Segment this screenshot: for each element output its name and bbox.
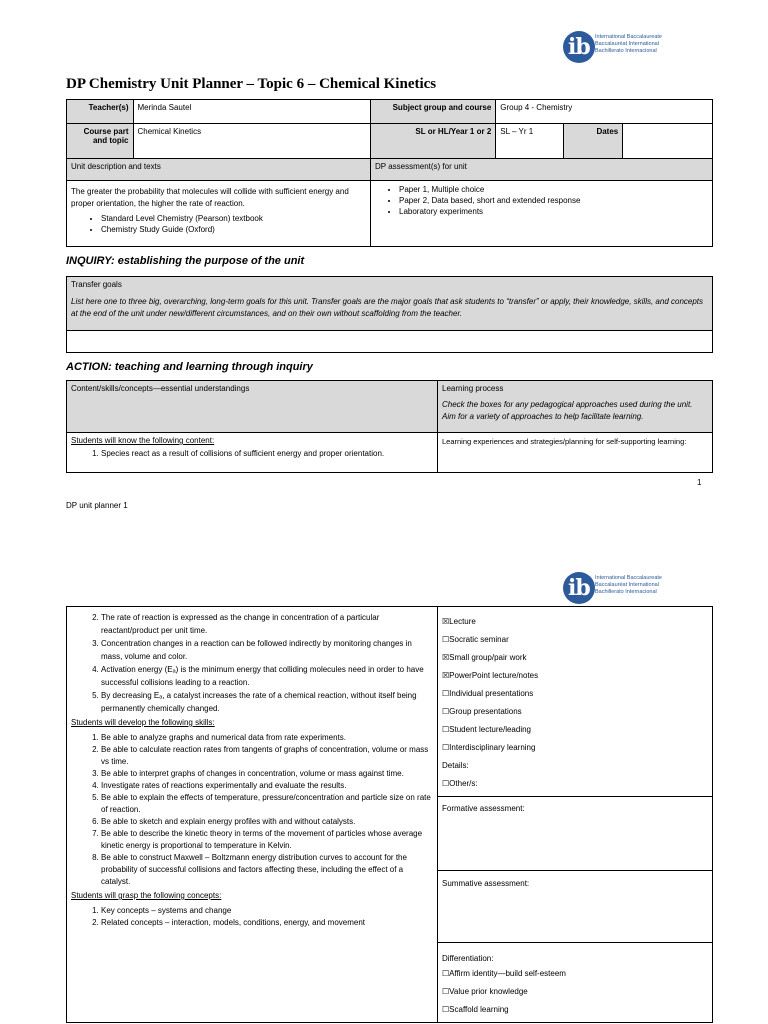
list-item: • Laboratory experiments <box>399 206 708 217</box>
skills-label: Students will develop the following skills: <box>71 718 215 727</box>
know-list <box>71 448 433 459</box>
know-label: Students will know the following content: <box>71 436 215 445</box>
list-item: 3. Concentration changes in a reaction can be followed indirectly by monitoring changes in mass, volume and color. <box>101 637 433 663</box>
level-value: SL – Yr 1 <box>496 124 564 159</box>
list-item: • Standard Level Chemistry (Pearson) textbook <box>101 213 366 224</box>
ib-logo-text: International Baccalaureate Baccalauréat International Bachillerato Internacional <box>595 575 662 595</box>
transfer-text: List here one to three big, overarching, long-term goals for this unit. Transfer goals are the major goals that ask students to “transfer” or apply, their knowledge, skills, and concepts at the end of the unit under new/different circumstances, and on their own without scaffolding from the teacher. <box>71 297 704 318</box>
list-item: 4. Activation energy (Eₐ) is the minimum energy that colliding molecules need in order to have successful collisions leading to a reaction. <box>101 663 433 689</box>
formative-label: Formative assessment: <box>442 804 525 813</box>
checkbox-powerpoint[interactable]: ☒PowerPoint lecture/notes <box>442 671 539 680</box>
list-item: 5. Be able to explain the effects of temperature, pressure/concentration and particle size on rate of reaction. <box>101 792 433 816</box>
list-item: 4. Investigate rates of reactions experimentally and evaluate the results. <box>101 780 433 792</box>
assess-label: DP assessment(s) for unit <box>371 159 713 181</box>
skills-list <box>71 732 433 888</box>
ib-logo-page2: ib International Baccalaureate Baccalauréat International Bachillerato Internacional <box>563 572 678 612</box>
list-item: 2. Related concepts – interaction, models, conditions, energy, and movement <box>101 917 433 929</box>
list-item: 1. Species react as a result of collisions of sufficient energy and proper orientation. <box>101 448 433 459</box>
checkbox-scaffold[interactable]: ☐Scaffold learning <box>442 1005 509 1014</box>
learning-cell <box>438 381 713 433</box>
summative-label: Summative assessment: <box>442 879 530 888</box>
list-item: 5. By decreasing Eₐ, a catalyst increases the rate of a chemical reaction, without itself being permanently chemically changed. <box>101 689 433 715</box>
page2-table <box>66 606 713 1023</box>
content-label: Content/skills/concepts—essential understandings <box>67 381 438 433</box>
checkbox-prior-knowledge[interactable]: ☐Value prior knowledge <box>442 987 528 996</box>
ib-logo-text: International Baccalaureate Baccalauréat International Bachillerato Internacional <box>595 34 662 54</box>
subject-label: Subject group and course <box>371 100 496 124</box>
checkbox-student-lecture[interactable]: ☐Student lecture/leading <box>442 725 532 734</box>
action-heading: ACTION: teaching and learning through inquiry <box>66 361 313 373</box>
list-item: 3. Be able to interpret graphs of changes in concentration, volume or mass against time. <box>101 768 433 780</box>
assess-cell <box>371 181 713 247</box>
checkbox-affirm-identity[interactable]: ☐Affirm identity—build self-esteem <box>442 969 566 978</box>
summative-cell <box>438 871 713 943</box>
checkbox-socratic-seminar[interactable]: ☐Socratic seminar <box>442 635 509 644</box>
list-item: 1. Be able to analyze graphs and numerical data from rate experiments. <box>101 732 433 744</box>
learning-label: Learning process <box>442 384 504 393</box>
unit-desc-text: The greater the probability that molecules will collide with sufficient energy and proper orientation, the higher the rate of reaction. <box>71 187 349 208</box>
teacher-label: Teacher(s) <box>67 100 134 124</box>
checkbox-other[interactable]: ☐Other/s: <box>442 779 478 788</box>
list-item: 2. The rate of reaction is expressed as the change in concentration of a particular reactant/product per unit time. <box>101 611 433 637</box>
texts-list <box>71 213 366 235</box>
list-item: • Chemistry Study Guide (Oxford) <box>101 224 366 235</box>
inquiry-heading: INQUIRY: establishing the purpose of the unit <box>66 255 305 267</box>
list-item: • Paper 2, Data based, short and extended response <box>399 195 708 206</box>
transfer-cell <box>67 277 713 331</box>
checkbox-lecture[interactable]: ☒Lecture <box>442 617 476 626</box>
list-item: • Paper 1, Multiple choice <box>399 184 708 195</box>
checkbox-small-group[interactable]: ☒Small group/pair work <box>442 653 527 662</box>
dates-value <box>623 124 713 159</box>
assess-list <box>375 184 708 217</box>
checkbox-group-presentations[interactable]: ☐Group presentations <box>442 707 522 716</box>
checkbox-individual-presentations[interactable]: ☐Individual presentations <box>442 689 534 698</box>
list-item: 6. Be able to sketch and explain energy profiles with and without catalysts. <box>101 816 433 828</box>
know-cell <box>67 433 438 473</box>
experiences-cell <box>438 433 713 473</box>
learning-text: Check the boxes for any pedagogical approaches used during the unit. Aim for a variety of approaches to help facilitate learning. <box>442 400 693 421</box>
unit-desc-cell <box>67 181 371 247</box>
content-column <box>67 607 438 1023</box>
transfer-blank[interactable] <box>67 331 713 353</box>
teacher-value: Merinda Sautel <box>133 100 371 124</box>
page-footer: DP unit planner 1 <box>66 501 128 510</box>
list-item: 7. Be able to describe the kinetic theory in terms of the movement of particles whose average kinetic energy is proportional to temperature in Kelvin. <box>101 828 433 852</box>
header-table <box>66 99 713 159</box>
unit-desc-label: Unit description and texts <box>67 159 371 181</box>
level-label: SL or HL/Year 1 or 2 <box>371 124 496 159</box>
transfer-table <box>66 276 713 353</box>
course-label: Course part and topic <box>67 124 134 159</box>
ib-logo: ib International Baccalaureate Baccalauréat International Bachillerato Internacional <box>563 31 678 71</box>
concepts-list <box>71 905 433 929</box>
differentiation-label: Differentiation: <box>442 954 494 963</box>
formative-cell <box>438 797 713 871</box>
subject-value: Group 4 - Chemistry <box>496 100 713 124</box>
action-table <box>66 380 713 473</box>
page-title: DP Chemistry Unit Planner – Topic 6 – Chemical Kinetics <box>66 76 437 92</box>
concepts-label: Students will grasp the following concepts: <box>71 891 222 900</box>
differentiation-cell <box>438 943 713 1023</box>
content-list <box>71 611 433 715</box>
unit-table <box>66 158 713 247</box>
list-item: 8. Be able to construct Maxwell – Boltzmann energy distribution curves to account for the probability of successful collisions and factors affecting these, including the effect of a catalyst. <box>101 852 433 888</box>
experiences-label: Learning experiences and strategies/planning for self-supporting learning: <box>442 437 687 446</box>
page-number: 1 <box>697 478 702 487</box>
approaches-cell <box>438 607 713 797</box>
transfer-label: Transfer goals <box>71 280 122 289</box>
course-value: Chemical Kinetics <box>133 124 371 159</box>
details-label: Details: <box>442 761 469 770</box>
checkbox-interdisciplinary[interactable]: ☐Interdisciplinary learning <box>442 743 536 752</box>
dates-label: Dates <box>563 124 622 159</box>
list-item: 1. Key concepts – systems and change <box>101 905 433 917</box>
list-item: 2. Be able to calculate reaction rates from tangents of graphs of concentration, volume or mass vs time. <box>101 744 433 768</box>
